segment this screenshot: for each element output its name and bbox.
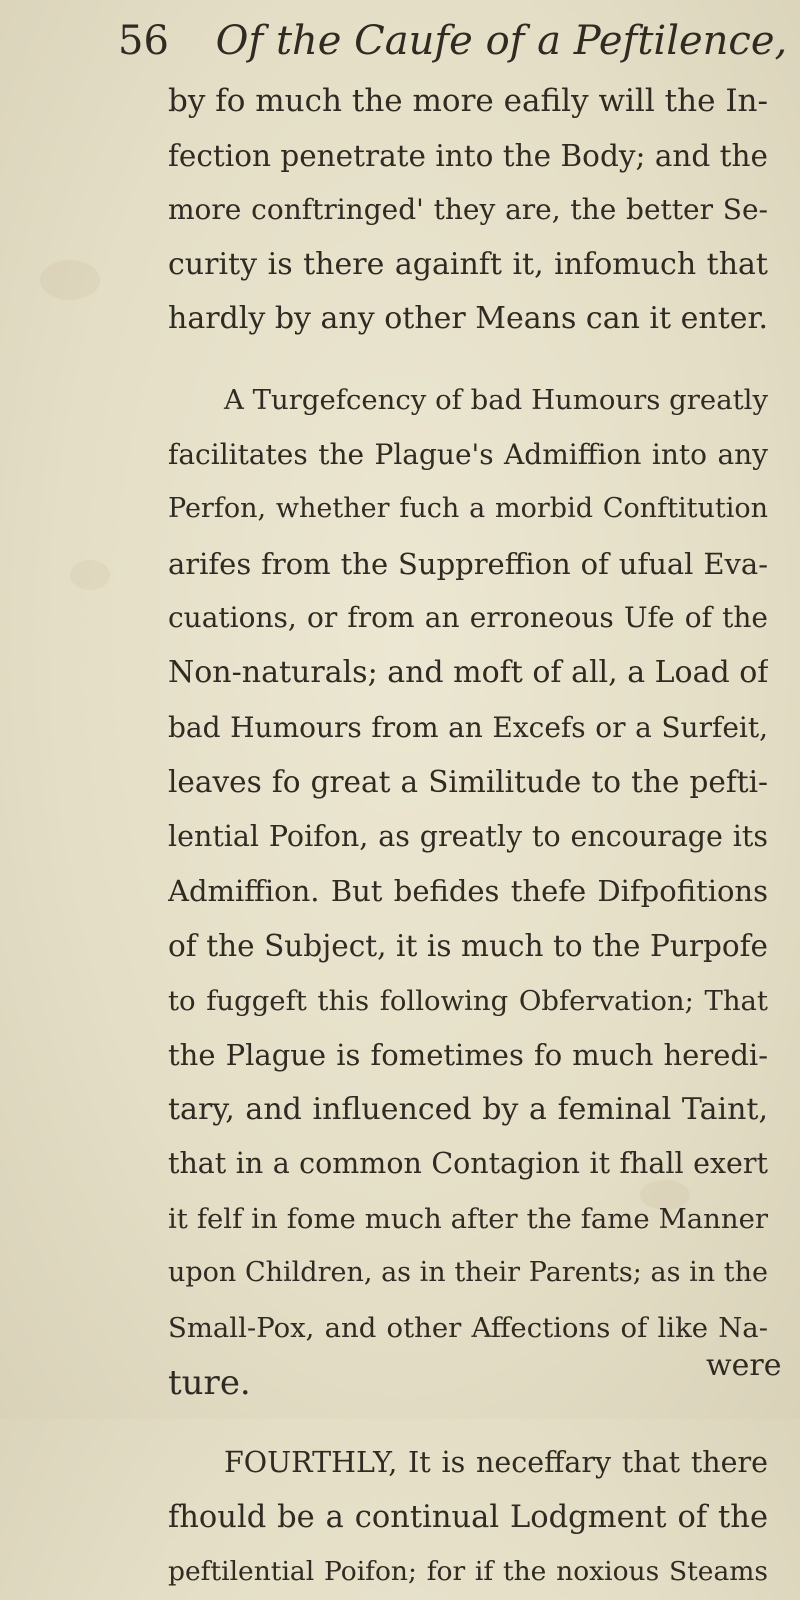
text-line: leaves fo great a Similitude to the pefti- <box>168 765 768 800</box>
text-line: fhould be a continual Lodgment of the <box>168 1499 768 1535</box>
running-header <box>118 18 788 74</box>
text-line: Perfon, whether fuch a morbid Conftitution <box>168 493 768 525</box>
text-body <box>168 74 768 1600</box>
text-line: hardly by any other Means can it enter. <box>168 301 768 337</box>
text-line: tary, and influenced by a feminal Taint, <box>168 1091 768 1127</box>
text-line: fection penetrate into the Body; and the <box>168 138 768 173</box>
running-title: Of the Caufe of a Peftilence, <box>215 18 788 64</box>
text-line: arifes from the Suppreffion of ufual Eva- <box>168 546 768 581</box>
text-line: Admiffion. But befides thefe Difpofitions <box>168 874 768 909</box>
text-line: the Plague is fometimes fo much heredi- <box>168 1038 768 1073</box>
text-line: curity is there againft it, infomuch that <box>168 246 768 282</box>
text-line: upon Children, as in their Parents; as in the <box>168 1257 768 1289</box>
page-number: 56 <box>118 18 169 64</box>
text-line: more conftringed' they are, the better Se- <box>168 193 768 227</box>
catchword: were <box>706 1348 782 1383</box>
text-line: of the Subject, it is much to the Purpofe <box>168 928 768 963</box>
text-line: that in a common Contagion it fhall exert <box>168 1147 768 1181</box>
paper-stain <box>70 560 110 590</box>
text-line: it felf in fome much after the fame Manner <box>168 1202 768 1235</box>
text-line: Non-naturals; and moft of all, a Load of <box>168 654 768 690</box>
paper-stain <box>40 260 100 300</box>
text-line: by fo much the more eafily will the In- <box>168 83 768 119</box>
text-line: FOURTHLY, It is neceffary that there <box>224 1446 768 1480</box>
text-line: ture. <box>168 1362 251 1403</box>
text-line: bad Humours from an Excefs or a Surfeit, <box>168 710 768 744</box>
text-line: to fuggeft this following Obfervation; That <box>168 984 768 1017</box>
text-line: Small-Pox, and other Affections of like Na- <box>168 1312 768 1345</box>
text-line: peftilential Poifon; for if the noxious Steams <box>168 1556 768 1588</box>
text-line: A Turgefcency of bad Humours greatly <box>224 383 768 416</box>
text-line: facilitates the Plague's Admiffion into any <box>168 437 768 471</box>
text-line: cuations, or from an erroneous Ufe of the <box>168 601 768 635</box>
text-line: lential Poifon, as greatly to encourage its <box>168 819 768 853</box>
